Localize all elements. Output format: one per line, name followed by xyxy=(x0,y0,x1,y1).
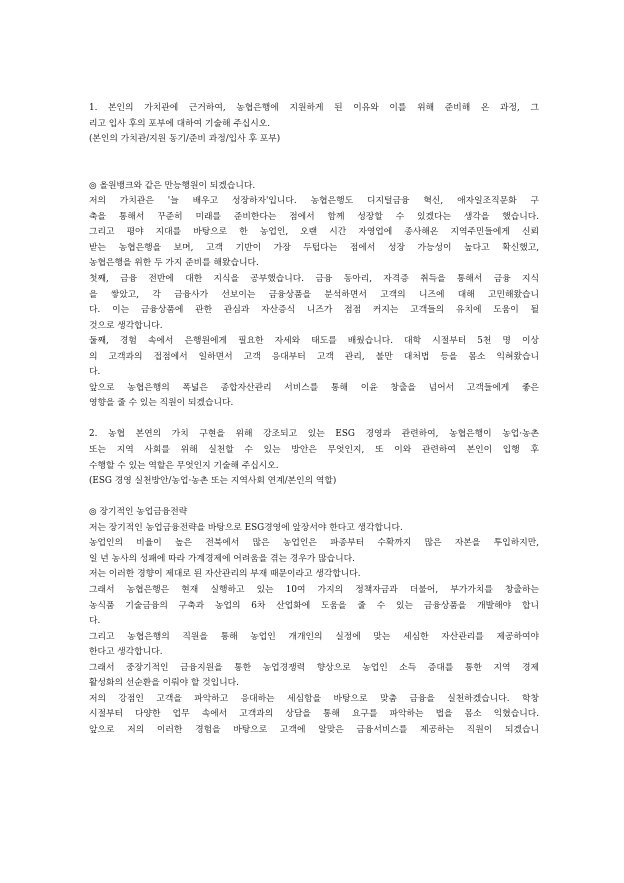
answer-2-line: 저는 이러한 경향이 제대로 된 자산관리의 부재 때문이라고 생각합니다. xyxy=(89,569,361,580)
answer-2-line: 저의 강점인 고객을 파악하고 응대하는 세심함을 바탕으로 맞춤 금융을 실천하겠습니다. 학창 xyxy=(89,693,539,704)
question-1-line: 리고 입사 후의 포부에 대하여 기술해 주십시오. xyxy=(89,118,271,129)
answer-1-line: 저의 가치관은 '늘 배우고 성장하자'입니다. 농협은행도 디지털금융 혁신, 애자일조직문화 구 xyxy=(89,196,539,207)
section-spacer xyxy=(89,412,539,428)
answer-2-line: 활성화의 선순환을 이뤄야 할 것입니다. xyxy=(89,678,239,689)
document-page xyxy=(89,101,539,738)
question-1-line: 1. 본인의 가치관에 근거하여, 농협은행에 지원하게 된 이유와 이를 위해 준비해 온 과정, 그 xyxy=(89,103,539,113)
answer-1-line: 그리고 평야 지대를 바탕으로 한 농업인, 오랜 시간 자영업에 종사해온 지역주민들에게 신뢰 xyxy=(89,227,539,238)
answer-1-line: 영향을 줄 수 있는 직원이 되겠습니다. xyxy=(89,398,234,409)
answer-1-line: 것으로 생각합니다. xyxy=(89,320,163,331)
answer-2-line: 한다고 생각합니다. xyxy=(89,647,163,658)
question-2 xyxy=(89,427,539,489)
answer-1-line: 의 고객과의 접점에서 일하면서 고객 응대부터 고객 관리, 불만 대처법 등을 몸소 익혀왔습니 xyxy=(89,351,539,362)
answer-1-line: 받는 농협은행을 보며, 고객 기반이 가장 두텁다는 점에서 성장 가능성이 높다고 확신했고, xyxy=(89,242,539,253)
answer-1-line: 농협은행을 위한 두 가지 준비를 해왔습니다. xyxy=(89,258,259,269)
answer-1-line: 축을 통해서 꾸준히 미래를 준비한다는 점에서 함께 성장할 수 있겠다는 생각을 했습니다. xyxy=(89,211,539,222)
answer-2-line: 저는 장기적인 농업금융전략을 바탕으로 ESG경영에 앞장서야 한다고 생각합니다. xyxy=(89,522,403,533)
answer-1-line: 첫째, 금융 전반에 대한 지식을 공부했습니다. 금융 동아리, 자격증 취득을 통해서 금융 지식 xyxy=(89,274,539,285)
answer-1-line: 둘째, 경험 속에서 은행원에게 필요한 자세와 태도를 배웠습니다. 대학 시절부터 5천 명 이상 xyxy=(89,336,539,347)
answer-2-line: 농업인의 비율이 높은 전북에서 많은 농업인은 파종부터 수확까지 많은 자본을 투입하지만, xyxy=(89,538,539,549)
question-2-line: 2. 농협 본연의 가치 구현을 위해 강조되고 있는 ESG 경영과 관련하여, 농협은행이 농업·농촌 xyxy=(89,429,539,440)
section-spacer xyxy=(89,148,539,179)
section-spacer xyxy=(89,490,539,506)
answer-1-heading: ◎ 올원뱅크와 같은 만능행원이 되겠습니다. xyxy=(89,180,256,191)
question-2-line: 또는 지역 사회를 위해 실천할 수 있는 방안은 무엇인지, 또 이와 관련하여 본인이 입행 후 xyxy=(89,445,539,456)
answer-2-line: 다. xyxy=(89,616,101,627)
answer-2-line: 일 년 농사의 성패에 따라 가계경제에 어려움을 겪는 경우가 많습니다. xyxy=(89,553,355,564)
answer-2-line: 그리고 농협은행의 직원을 통해 농업인 개개인의 실정에 맞는 세심한 자산관리를 제공하여야 xyxy=(89,631,539,642)
answer-2 xyxy=(89,505,539,738)
answer-1-line: 앞으로 농협은행의 폭넓은 종합자산관리 서비스를 통해 이윤 창출을 넘어서 고객들에게 좋은 xyxy=(89,382,539,393)
answer-2-line: 앞으로 저의 이러한 경험을 바탕으로 고객에 알맞은 금융서비스를 제공하는 직원이 되겠습니 xyxy=(89,724,539,735)
answer-1-line: 다. xyxy=(89,367,101,378)
answer-2-line: 그래서 농협은행은 현재 실행하고 있는 10여 가지의 정책자금과 더불어, 부가가치를 창출하는 xyxy=(89,584,539,595)
answer-2-line: 시절부터 다양한 업무 속에서 고객과의 상담을 통해 요구를 파악하는 법을 몸소 익혔습니다. xyxy=(89,709,539,720)
answer-1-line: 다. 이는 금융상품에 관한 관심과 자산증식 니즈가 점점 커지는 고객들의 유치에 도움이 될 xyxy=(89,305,539,316)
answer-1 xyxy=(89,179,539,412)
question-1 xyxy=(89,101,539,148)
question-2-hint: (ESG 경영 실천방안/농업·농촌 또는 지역사회 연계/본인의 역할) xyxy=(89,476,337,487)
answer-2-heading: ◎ 장기적인 농업금융전략 xyxy=(89,507,188,518)
answer-2-line: 그래서 중장기적인 금융지원을 통한 농업경쟁력 향상으로 농업인 소득 증대를 통한 지역 경제 xyxy=(89,662,539,673)
answer-1-line: 을 쌓았고, 각 금융사가 선보이는 금융상품을 분석하면서 고객의 니즈에 대해 고민해왔습니 xyxy=(89,289,539,300)
answer-2-line: 농식품 기술금융의 구축과 농업의 6차 산업화에 도움을 줄 수 있는 금융상품을 개발해야 합니 xyxy=(89,600,539,611)
question-2-line: 수행할 수 있는 역할은 무엇인지 기술해 주십시오. xyxy=(89,460,279,471)
question-1-hint: (본인의 가치관/지원 동기/준비 과정/입사 후 포부) xyxy=(89,134,281,145)
